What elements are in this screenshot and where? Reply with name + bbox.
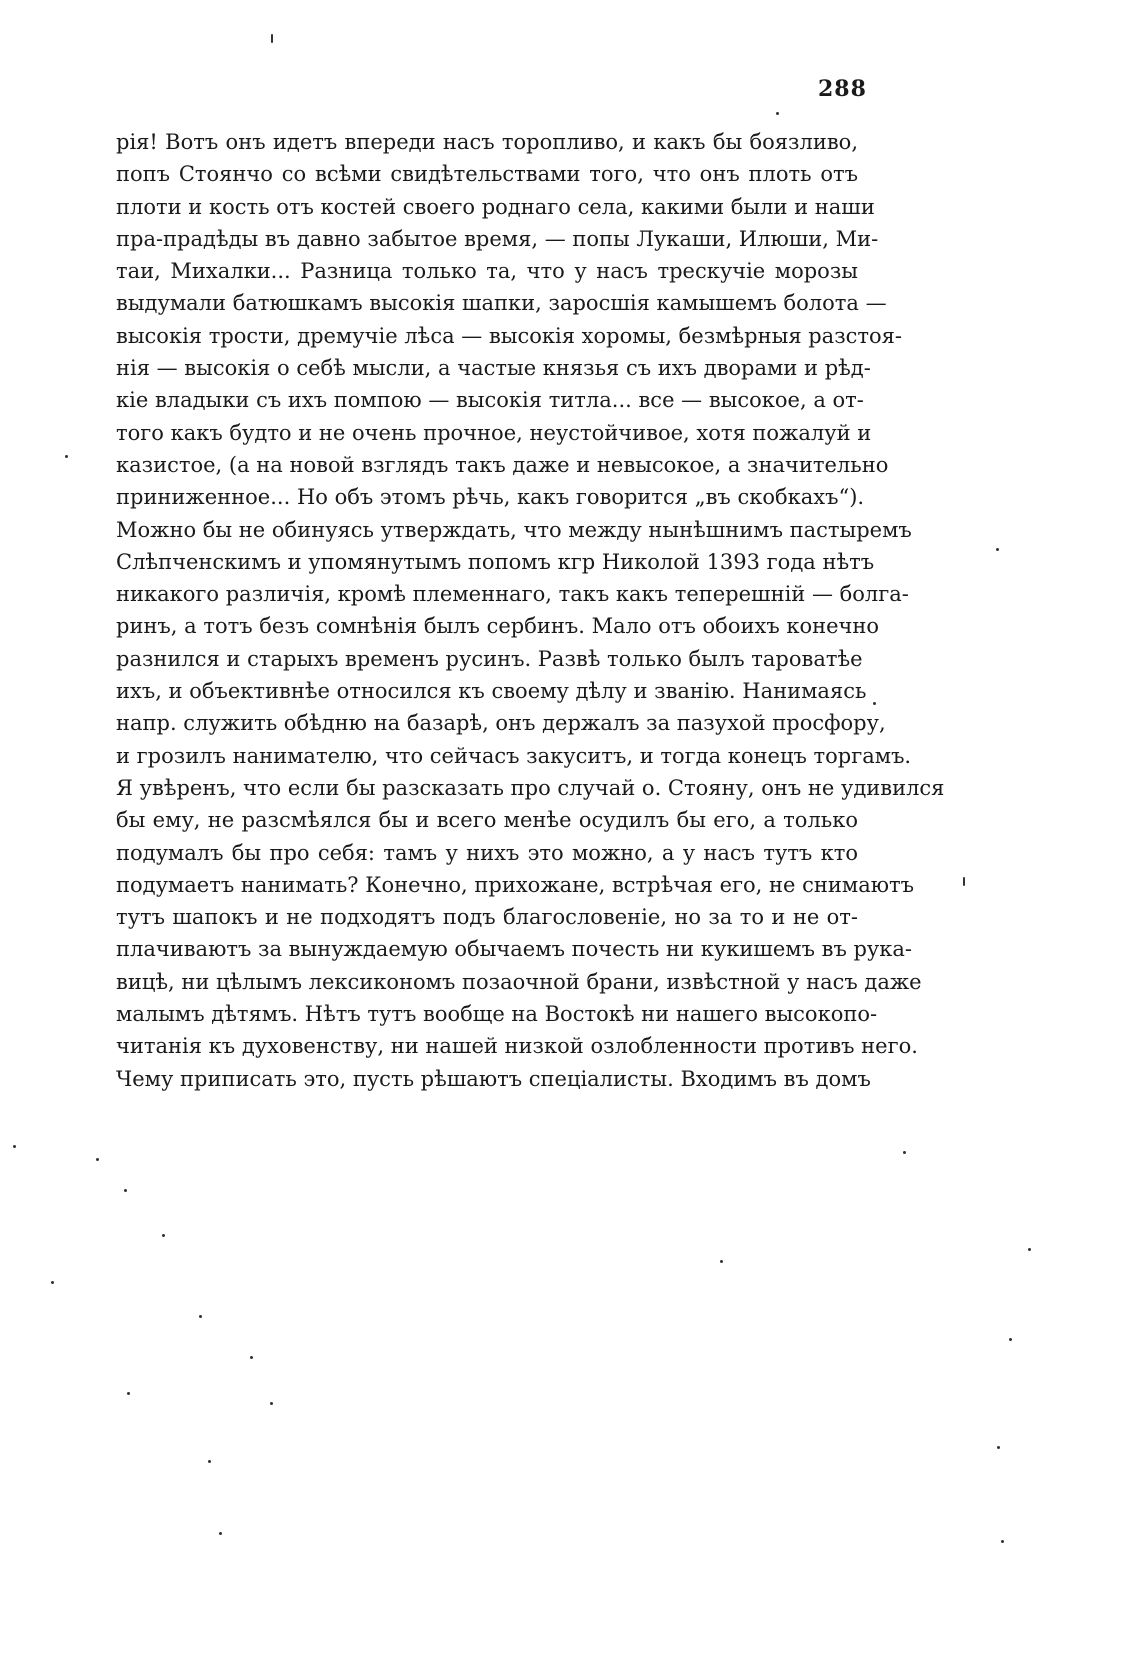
scan-speck bbox=[1001, 1540, 1004, 1543]
text-line: таи, Михалки... Разница только та, что у насъ трескучіе морозы bbox=[116, 259, 858, 284]
scan-speck bbox=[13, 1145, 16, 1148]
text-line: выдумали батюшкамъ высокія шапки, заросшія камышемъ болота — bbox=[116, 291, 887, 316]
text-line: рія! Вотъ онъ идетъ впереди насъ торопливо, и какъ бы боязливо, bbox=[116, 130, 858, 154]
text-line: Я увѣренъ, что если бы разсказать про случай о. Стояну, онъ не удивился bbox=[116, 775, 945, 800]
text-line: плачиваютъ за вынуждаемую обычаемъ почесть ни кукишемъ въ рука- bbox=[116, 937, 913, 962]
text-line: высокія трости, дремучіе лѣса — высокія хоромы, безмѣрныя разстоя- bbox=[116, 323, 903, 348]
scan-speck bbox=[720, 1260, 723, 1263]
text-line: ихъ, и объективнѣе относился къ своему дѣлу и званію. Нанимаясь bbox=[116, 679, 867, 704]
text-line: разнился и старыхъ временъ русинъ. Развѣ только былъ тароватѣе bbox=[116, 646, 863, 671]
scan-speck bbox=[873, 702, 876, 705]
text-line: напр. служить обѣдню на базарѣ, онъ держалъ за пазухой просфору, bbox=[116, 711, 886, 736]
text-line: бы ему, не разсмѣялся бы и всего менѣе осудилъ бы его, а только bbox=[116, 808, 858, 833]
text-line: подумаетъ нанимать? Конечно, прихожане, встрѣчая его, не снимаютъ bbox=[116, 872, 914, 897]
scan-speck bbox=[51, 1281, 54, 1284]
text-line: малымъ дѣтямъ. Нѣтъ тутъ вообще на Востокѣ ни нашего высокопо- bbox=[116, 1002, 878, 1027]
text-line: Можно бы не обинуясь утверждать, что между нынѣшнимъ пастыремъ bbox=[116, 517, 912, 542]
text-line: того какъ будто и не очень прочное, неустойчивое, хотя пожалуй и bbox=[116, 420, 872, 445]
scan-speck bbox=[162, 1234, 165, 1237]
text-line: нія — высокія о себѣ мысли, а частые князья съ ихъ дворами и рѣд- bbox=[116, 356, 871, 381]
text-line: Слѣпченскимъ и упомянутымъ попомъ кгр Николой 1393 года нѣтъ bbox=[116, 549, 875, 574]
scan-speck bbox=[219, 1532, 222, 1535]
scan-speck bbox=[997, 1446, 1000, 1449]
scan-speck bbox=[776, 112, 779, 115]
scan-speck bbox=[1028, 1248, 1031, 1251]
text-line: плоти и кость отъ костей своего роднаго села, какими были и наши bbox=[116, 194, 875, 219]
text-line: кіе владыки съ ихъ помпою — высокія титла... все — высокое, а от- bbox=[116, 388, 864, 413]
scan-speck bbox=[127, 1392, 130, 1395]
text-line: Чему приписать это, пусть рѣшаютъ спеціалисты. Входимъ въ домъ bbox=[116, 1066, 871, 1091]
scan-speck bbox=[903, 1151, 906, 1154]
scan-speck bbox=[271, 34, 273, 43]
text-line: тутъ шапокъ и не подходятъ подъ благословеніе, но за то и не от- bbox=[116, 905, 858, 930]
page-number: 288 bbox=[818, 76, 867, 102]
scan-speck bbox=[1009, 1338, 1012, 1341]
text-line: приниженное... Но объ этомъ рѣчь, какъ говорится „въ скобкахъ“). bbox=[116, 485, 865, 510]
scan-speck bbox=[270, 1402, 273, 1405]
scan-speck bbox=[250, 1356, 253, 1359]
scan-speck bbox=[208, 1460, 211, 1463]
text-line: казистое, (а на новой взглядъ такъ даже и невысокое, а значительно bbox=[116, 452, 889, 477]
scan-speck bbox=[963, 877, 965, 886]
text-line: подумалъ бы про себя: тамъ у нихъ это можно, а у насъ тутъ кто bbox=[116, 840, 858, 865]
scan-speck bbox=[124, 1189, 127, 1192]
text-line: ринъ, а тотъ безъ сомнѣнія былъ сербинъ. Мало отъ обоихъ конечно bbox=[116, 614, 880, 639]
text-line: попъ Стоянчо со всѣми свидѣтельствами того, что онъ плоть отъ bbox=[116, 162, 858, 187]
scan-speck bbox=[199, 1315, 202, 1318]
scan-speck bbox=[996, 548, 999, 551]
text-line: пра-прадѣды въ давно забытое время, — попы Лукаши, Илюши, Ми- bbox=[116, 226, 879, 251]
text-line: и грозилъ нанимателю, что сейчасъ закуситъ, и тогда конецъ торгамъ. bbox=[116, 743, 912, 768]
text-line: никакого различія, кромѣ племеннаго, такъ какъ теперешній — болга- bbox=[116, 582, 909, 607]
text-line: вицѣ, ни цѣлымъ лексикономъ позаочной брани, извѣстной у насъ даже bbox=[116, 969, 922, 994]
scan-speck bbox=[96, 1158, 99, 1161]
text-line: читанія къ духовенству, ни нашей низкой озлобленности противъ него. bbox=[116, 1034, 918, 1059]
scan-speck bbox=[65, 455, 68, 458]
body-text bbox=[116, 126, 945, 1095]
